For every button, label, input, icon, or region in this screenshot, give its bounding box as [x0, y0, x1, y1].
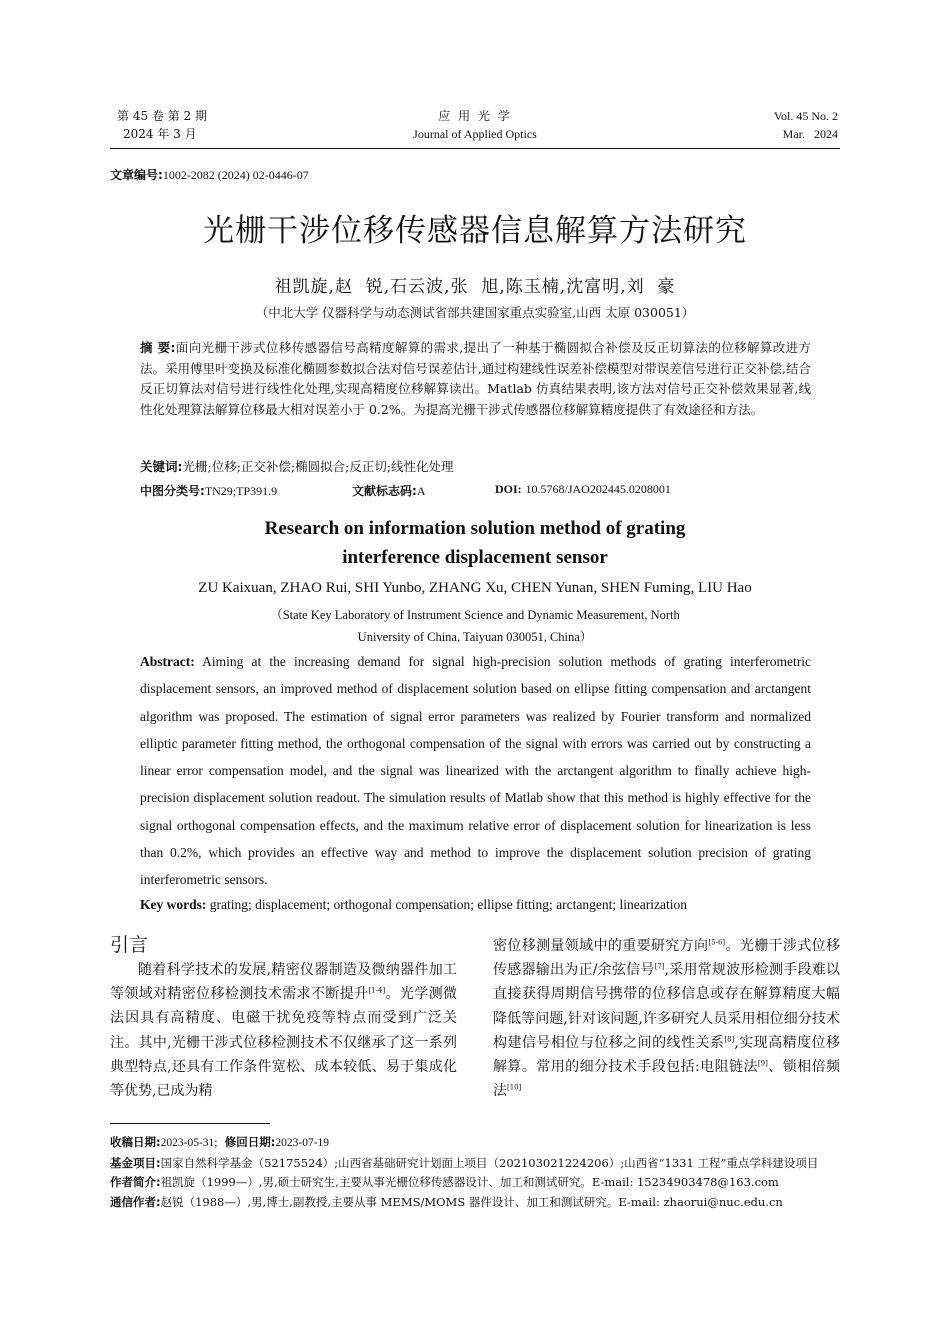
classification-line: [140, 482, 840, 499]
title-en: [0, 514, 950, 572]
affiliation-en-line2: University of China, Taiyuan 030051, China）: [357, 630, 593, 644]
article-number-label: 文章编号:: [110, 168, 163, 182]
received-date: 2023-05-31;: [160, 1137, 218, 1149]
clc-value: TN29;TP391.9: [204, 484, 278, 498]
affiliation-en-line1: （State Key Laboratory of Instrument Science and Dynamic Measurement, North: [270, 608, 680, 622]
citation-1-4: [1-4]: [368, 986, 386, 995]
author-bio-text: 祖凯旋（1999—）,男,硕士研究生,主要从事光栅位移传感器设计、加工和测试研究。E-mail: 15234903478@163.com: [160, 1175, 779, 1189]
intro-left-text-2: 。光学测微法因具有高精度、电磁干扰免疫等特点而受到广泛关注。其中,光栅干涉式位移检测技术不仅继承了这一系列典型特点,还具有工作条件宽松、成本较低、易于集成化等优势,已成为精: [110, 986, 457, 1100]
journal-name-en: Journal of Applied Optics: [413, 127, 537, 141]
keywords-en: [140, 897, 840, 913]
corresponding-text: 赵锐（1988—）,男,博士,副教授,主要从事 MEMS/MOMS 器件设计、加工和测试研究。E-mail: zhaorui@nuc.edu.cn: [160, 1194, 783, 1209]
section-heading-intro: 引言: [110, 934, 149, 956]
header-right: [774, 107, 838, 143]
volume-en: Vol. 45 No. 2: [773, 109, 838, 123]
header-rule: [110, 148, 840, 149]
received-label: 收稿日期:: [110, 1135, 161, 1149]
intro-right-text-2: 。光栅干涉式位移传感器输出为正/余弦信号: [493, 938, 840, 979]
author-bio-label: 作者简介:: [110, 1175, 161, 1189]
doi: [495, 482, 671, 497]
intro-left-text-1: 随着科学技术的发展,精密仪器制造及微纳器件加工等领域对精密位移检测技术需求不断提升: [110, 962, 457, 1003]
issue-cn: 第 45 卷 第 2 期: [117, 109, 207, 123]
article-number: [110, 166, 309, 183]
date-en: Mar. 2024: [782, 127, 838, 141]
doc-code-label: 文献标志码:: [352, 484, 417, 498]
intro-right-column: [493, 934, 840, 1103]
keywords-cn-label: 关键词:: [140, 459, 183, 474]
footnote-fund: [110, 1154, 840, 1174]
footnotes: [110, 1133, 840, 1212]
keywords-en-label: Key words:: [140, 897, 207, 912]
abstract-en-text: Aiming at the increasing demand for signal high-precision solution methods of grating interferometric displacement sensors, an improved method of displacement solution based on ellipse fitting compensation and arctangent algorithm was proposed. The estimation of signal error parameters was realized by Fourier transform and normalized elliptic parameter fitting method, the orthogonal compensation of the signal with errors was carried out by constructing a linear error compensation model, and the signal was linearized with the arctangent algorithm to finally achieve high-precision displacement solution readout. The simulation results of Matlab show that this method is highly effective for the signal orthogonal compensation effects, and the maximum relative error of displacement solution for linearization is less than 0.2%, which provides an effective way and method to improve the displacement solution precision of grating interferometric sensors.: [140, 654, 811, 888]
footnote-corresponding: [110, 1193, 840, 1213]
abstract-cn-text: 面向光栅干涉式位移传感器信号高精度解算的需求,提出了一种基于椭圆拟合补偿及反正切算法的位移解算改进方法。采用傅里叶变换及标准化椭圆参数拟合法对信号误差估计,通过构建线性误差补偿模型对带误差信号进行正交补偿,结合反正切算法对信号进行线性化处理,实现高精度位移解算读出。Matlab 仿真结果表明,该方法对信号正交补偿效果显著,线性化处理算法解算位移最大相对误差小于 0.2%。为提高光栅干涉式传感器位移解算精度提供了有效途径和方法。: [140, 340, 811, 417]
article-number-value: 1002-2082 (2024) 02-0446-07: [162, 168, 309, 182]
footnote-dates: [110, 1133, 840, 1154]
intro-right-text-1: 密位移测量领域中的重要研究方向: [493, 938, 709, 954]
abstract-en: [140, 648, 811, 894]
title-cn: 光栅干涉位移传感器信息解算方法研究: [203, 213, 747, 249]
title-en-line1: Research on information solution method of grating: [264, 518, 686, 539]
title-en-line2: interference displacement sensor: [342, 547, 608, 568]
abstract-cn-label: 摘 要:: [140, 340, 176, 355]
affiliation-en: [0, 604, 950, 648]
journal-name-cn: 应 用 光 学: [438, 109, 512, 123]
clc-label: 中图分类号:: [140, 484, 205, 498]
intro-left-column: [110, 958, 457, 1103]
fund-text: 国家自然科学基金（52175524）;山西省基础研究计划面上项目（202103021224206）;山西省“1331 工程”重点学科建设项目: [160, 1155, 819, 1170]
fund-label: 基金项目:: [110, 1155, 161, 1170]
intro-right-text-4: ,实现高精度位移解算。常用的细分技术手段包括:电阻链法: [493, 1034, 840, 1076]
intro-right-text-3: ,采用常规波形检测手段难以直接获得周期信号携带的位移信息或存在解算精度大幅降低等问题,针对该问题,许多研究人员采用相位细分技术构建信号相位与位移之间的线性关系: [493, 962, 840, 1051]
doi-value: 10.5768/JAO202445.0208001: [525, 482, 671, 496]
footnote-rule: [110, 1123, 270, 1124]
citation-10: [10]: [507, 1083, 522, 1092]
doi-label: DOI:: [495, 482, 522, 496]
corresponding-label: 通信作者:: [110, 1194, 161, 1209]
authors-cn: 祖凯旋,赵 锐,石云波,张 旭,陈玉楠,沈富明,刘 豪: [274, 277, 676, 297]
authors-en: ZU Kaixuan, ZHAO Rui, SHI Yunbo, ZHANG Xu, CHEN Yunan, SHEN Fuming, LIU Hao: [198, 580, 752, 596]
date-cn: 2024 年 3 月: [123, 127, 197, 141]
footnote-author: [110, 1173, 840, 1193]
doc-code-value: A: [416, 484, 426, 498]
intro-right-text-5: 、锁相倍频法: [493, 1059, 841, 1100]
doc-code: [352, 482, 425, 499]
abstract-cn: [140, 338, 811, 420]
citation-5-6: [5-6]: [708, 938, 726, 947]
keywords-cn: [140, 457, 811, 478]
revised-date: 2023-07-19: [275, 1137, 330, 1149]
citation-7: [7]: [654, 962, 665, 971]
keywords-cn-text: 光栅;位移;正交补偿;椭圆拟合;反正切;线性化处理: [182, 459, 454, 474]
affiliation-cn: （中北大学 仪器科学与动态测试省部共建国家重点实验室,山西 太原 030051）: [255, 305, 695, 320]
revised-label: 修回日期:: [224, 1135, 276, 1149]
citation-8: [8]: [724, 1035, 735, 1044]
citation-9: [9]: [757, 1059, 768, 1068]
keywords-en-text: grating; displacement; orthogonal compensation; ellipse fitting; arctangent; linearization: [209, 897, 687, 912]
abstract-en-label: Abstract:: [140, 654, 195, 669]
